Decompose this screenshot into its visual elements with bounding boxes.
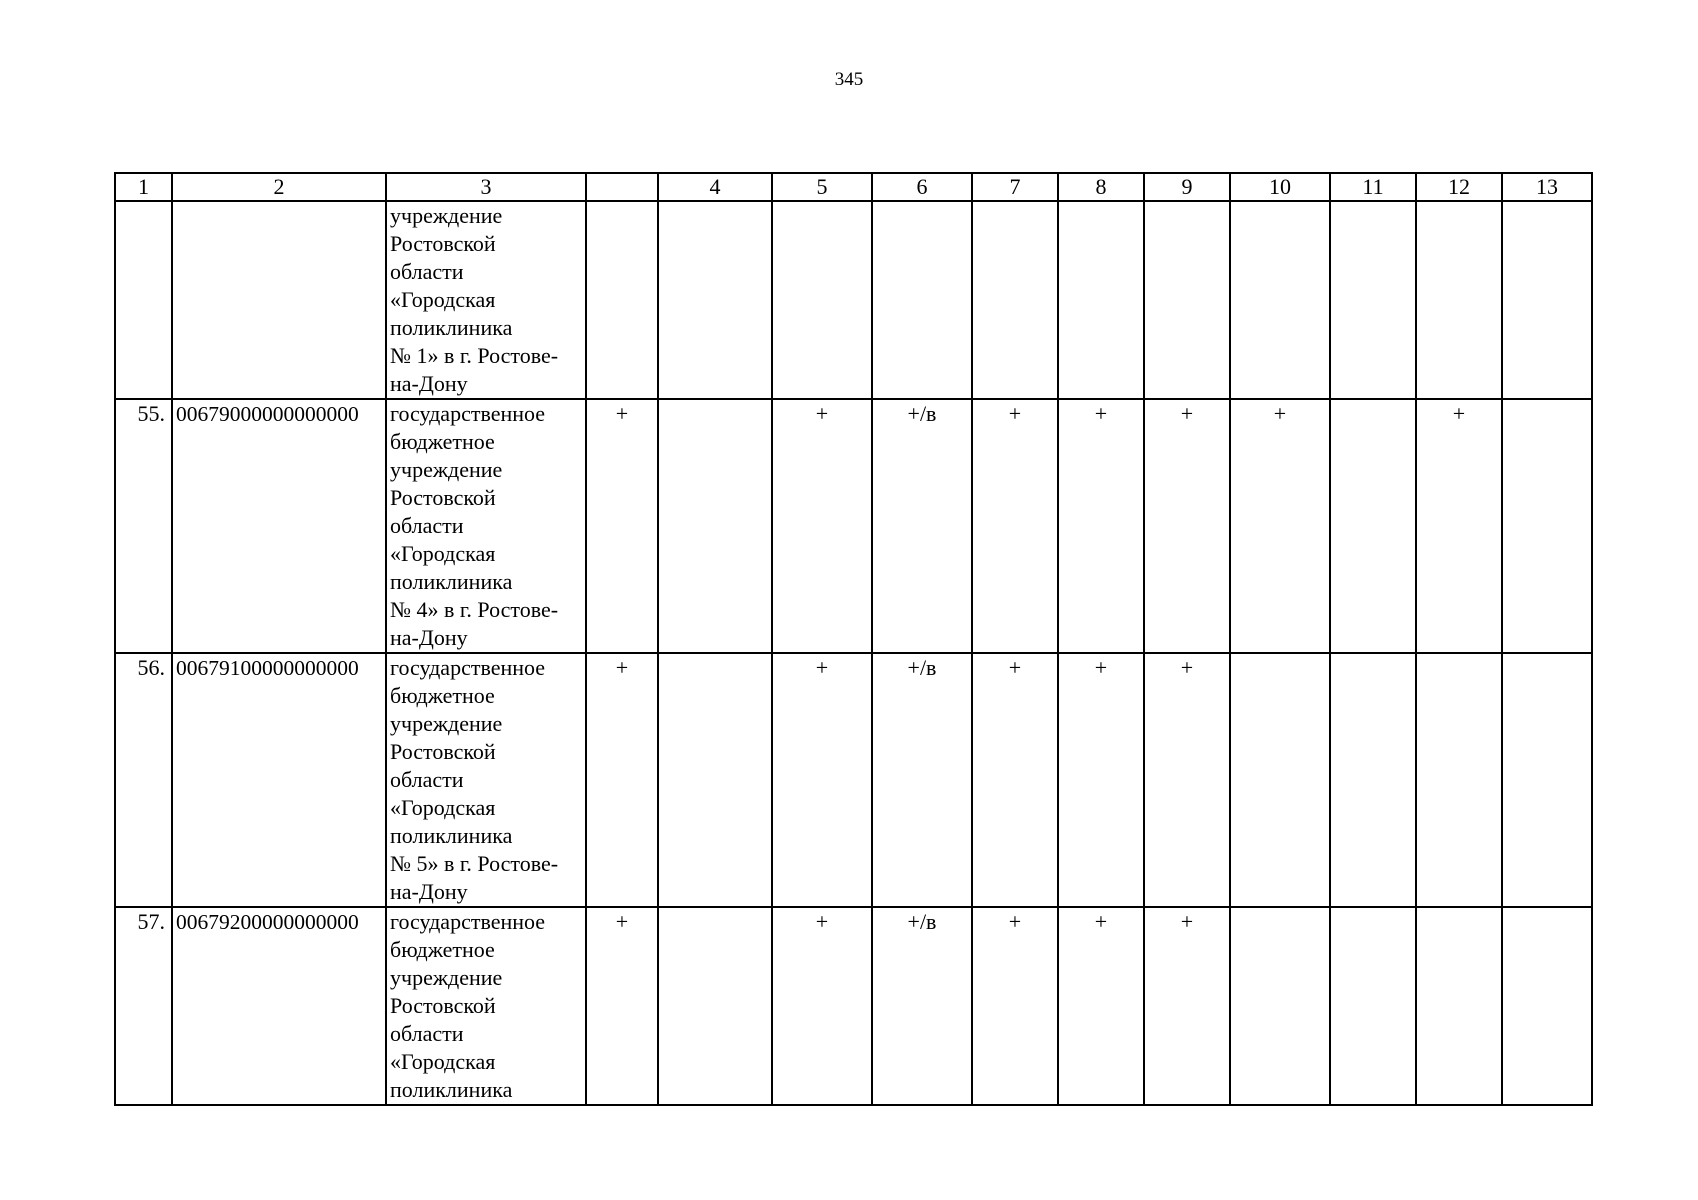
table-row [115,653,1592,907]
row-name-line: «Городская [390,287,496,312]
row-code [172,201,386,399]
row-name-line: «Городская [390,1049,496,1074]
row-code: 00679200000000000 [172,907,386,1105]
row-mark: + [972,653,1058,907]
row-mark: + [586,399,658,653]
row-name-line: государственное [390,909,546,934]
row-mark: + [1144,907,1230,1105]
row-name [386,399,586,653]
row-name-line: Ростовской [390,485,496,510]
row-name-line: учреждение [390,457,503,482]
row-name-line: области [390,259,464,284]
row-mark [1058,201,1144,399]
row-mark [1330,201,1416,399]
row-name-line: на-Дону [390,879,468,904]
row-mark [1502,907,1592,1105]
row-mark [1330,907,1416,1105]
row-name-line: поликлиника [390,823,513,848]
row-mark [1502,653,1592,907]
row-name-line: бюджетное [390,683,495,708]
table-row [115,201,1592,399]
row-name-line: Ростовской [390,739,496,764]
row-name-line: бюджетное [390,937,495,962]
row-number: 55. [115,399,172,653]
row-mark [658,399,772,653]
row-mark: + [972,907,1058,1105]
row-number: 57. [115,907,172,1105]
row-number: 56. [115,653,172,907]
row-mark [1416,201,1502,399]
row-mark: + [1144,653,1230,907]
column-header: 1 [115,173,172,201]
row-mark: + [972,399,1058,653]
row-name-line: на-Дону [390,371,468,396]
row-mark: + [1230,399,1330,653]
row-name-line: № 1» в г. Ростове- [390,343,559,368]
row-mark: +/в [872,907,972,1105]
row-mark: + [772,399,872,653]
column-header: 9 [1144,173,1230,201]
row-name-line: учреждение [390,203,503,228]
row-mark [1502,399,1592,653]
row-name-line: на-Дону [390,625,468,650]
row-mark [1330,653,1416,907]
row-mark [658,653,772,907]
row-code: 00679100000000000 [172,653,386,907]
row-mark [586,201,658,399]
row-mark: + [1058,653,1144,907]
row-name-line: поликлиника [390,315,513,340]
column-header: 10 [1230,173,1330,201]
column-header: 6 [872,173,972,201]
row-name [386,201,586,399]
row-mark: +/в [872,399,972,653]
table-row [115,399,1592,653]
row-name [386,907,586,1105]
column-header: 2 [172,173,386,201]
column-header: 13 [1502,173,1592,201]
row-name-line: «Городская [390,795,496,820]
row-name-line: № 5» в г. Ростове- [390,851,559,876]
table-row [115,907,1592,1105]
row-name-line: бюджетное [390,429,495,454]
row-mark [872,201,972,399]
row-name-line: № 4» в г. Ростове- [390,597,559,622]
row-mark [1230,907,1330,1105]
column-header [586,173,658,201]
row-name-line: области [390,767,464,792]
column-header: 4 [658,173,772,201]
column-header: 11 [1330,173,1416,201]
row-mark [1502,201,1592,399]
column-header: 12 [1416,173,1502,201]
row-name [386,653,586,907]
row-mark: + [1144,399,1230,653]
row-mark [772,201,872,399]
row-mark [1230,201,1330,399]
row-name-line: области [390,513,464,538]
row-mark: + [1416,399,1502,653]
row-name-line: поликлиника [390,1077,513,1102]
row-mark: + [772,907,872,1105]
row-name-line: государственное [390,655,546,680]
row-mark [1330,399,1416,653]
row-name-line: государственное [390,401,546,426]
row-mark [1416,907,1502,1105]
row-name-line: учреждение [390,965,503,990]
row-mark: + [772,653,872,907]
row-name-line: поликлиника [390,569,513,594]
row-name-line: учреждение [390,711,503,736]
row-mark: + [1058,399,1144,653]
data-table [114,172,1593,1106]
column-header: 5 [772,173,872,201]
column-header: 7 [972,173,1058,201]
column-header: 3 [386,173,586,201]
column-header: 8 [1058,173,1144,201]
row-code: 00679000000000000 [172,399,386,653]
row-number [115,201,172,399]
row-mark: +/в [872,653,972,907]
row-mark: + [586,653,658,907]
row-name-line: Ростовской [390,993,496,1018]
row-mark [1416,653,1502,907]
row-name-line: области [390,1021,464,1046]
row-mark [1144,201,1230,399]
row-name-line: «Городская [390,541,496,566]
page-number: 345 [834,69,864,90]
row-name-line: Ростовской [390,231,496,256]
row-mark [972,201,1058,399]
row-mark: + [586,907,658,1105]
row-mark [1230,653,1330,907]
row-mark [658,201,772,399]
row-mark [658,907,772,1105]
table-header-row [115,173,1592,201]
row-mark: + [1058,907,1144,1105]
